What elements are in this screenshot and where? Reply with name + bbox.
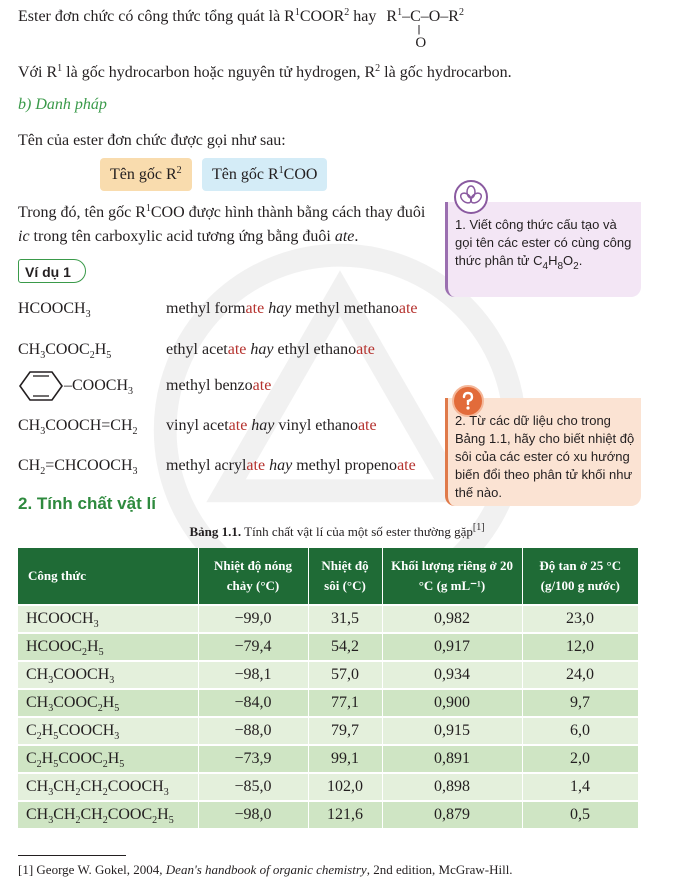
benzene-ring-icon — [18, 370, 64, 402]
example-name: methyl acrylate hay methyl propenoate — [166, 457, 416, 474]
table-header-row — [18, 548, 638, 605]
boiling-point-cell: 54,2 — [308, 633, 382, 661]
boiling-point-cell: 99,1 — [308, 745, 382, 773]
footnote-divider — [18, 855, 126, 856]
solubility-cell: 0,5 — [522, 801, 638, 828]
formula-cell: $HCOOCH_3$ — [18, 605, 198, 633]
melting-point-cell: −88,0 — [198, 717, 308, 745]
example-formula: $-COOCH_3$ — [64, 377, 134, 397]
solubility-cell: 1,4 — [522, 773, 638, 801]
question-flower-icon — [454, 180, 488, 214]
solubility-cell: 12,0 — [522, 633, 638, 661]
boiling-point-cell: 79,7 — [308, 717, 382, 745]
solubility-cell: 6,0 — [522, 717, 638, 745]
density-cell: 0,900 — [382, 689, 522, 717]
column-header: Công thức — [18, 548, 198, 605]
boiling-point-cell: 57,0 — [308, 661, 382, 689]
naming-rule-text: Tên của ester đơn chức được gọi như sau: — [18, 132, 286, 149]
subsection-heading: b) Danh pháp — [18, 96, 107, 113]
column-header: Độ tan ở 25 °C (g/100 g nước) — [522, 548, 638, 605]
example-name: ethyl acetate hay ethyl ethanoate — [166, 341, 375, 358]
column-header: Nhiệt độ nóng chảy (°C) — [198, 548, 308, 605]
example-name: vinyl acetate hay vinyl ethanoate — [166, 417, 377, 434]
formula-cell: $C_2H_5COOC_2H_5$ — [18, 745, 198, 773]
melting-point-cell: −79,4 — [198, 633, 308, 661]
melting-point-cell: −99,0 — [198, 605, 308, 633]
table-row — [18, 689, 638, 717]
example-name: methyl formate hay methyl methanoate — [166, 300, 418, 317]
table-row — [18, 773, 638, 801]
density-cell: 0,915 — [382, 717, 522, 745]
solubility-cell: 9,7 — [522, 689, 638, 717]
boiling-point-cell: 102,0 — [308, 773, 382, 801]
boiling-point-cell: 31,5 — [308, 605, 382, 633]
name-box-r1coo: Tên gốc $R^1COO$ — [202, 158, 327, 191]
naming-explanation: Trong đó, tên gốc $R^1COO$ được hình thành bằng cách thay đuôi ic trong tên carboxylic acid tương ứng bằng đuôi ate. — [18, 203, 426, 245]
flower-icon — [456, 182, 486, 212]
density-cell: 0,891 — [382, 745, 522, 773]
table-row — [18, 717, 638, 745]
melting-point-cell: −85,0 — [198, 773, 308, 801]
formula-cell: $CH_3CH_2CH_2COOC_2H_5$ — [18, 801, 198, 828]
table-row — [18, 633, 638, 661]
formula-cell: $CH_3CH_2CH_2COOCH_3$ — [18, 773, 198, 801]
ester-structural-formula: $R^1-C-O-R^2$ || O — [386, 7, 464, 51]
boiling-point-cell: 121,6 — [308, 801, 382, 828]
density-cell: 0,898 — [382, 773, 522, 801]
melting-point-cell: −98,0 — [198, 801, 308, 828]
table-row — [18, 605, 638, 633]
melting-point-cell: −73,9 — [198, 745, 308, 773]
formula-cell: $HCOOC_2H_5$ — [18, 633, 198, 661]
table-row — [18, 745, 638, 773]
solubility-cell: 24,0 — [522, 661, 638, 689]
table-row — [18, 801, 638, 828]
footnote: [1] George W. Gokel, 2004, Dean's handbook of organic chemistry, 2nd edition, McGraw-Hill. — [18, 862, 513, 877]
melting-point-cell: −98,1 — [198, 661, 308, 689]
name-box-r2: Tên gốc $R^2$ — [100, 158, 192, 191]
formula-cell: $C_2H_5COOCH_3$ — [18, 717, 198, 745]
melting-point-cell: −84,0 — [198, 689, 308, 717]
formula-cell: $CH_3COOC_2H_5$ — [18, 689, 198, 717]
column-header: Khối lượng riêng ở 20 °C (g mL⁻¹) — [382, 548, 522, 605]
definition-text: Với $R^1$ là gốc hydrocarbon hoặc nguyên tử hydrogen, $R^2$ là gốc hydrocarbon. — [18, 63, 512, 81]
table-caption: Bảng 1.1. Tính chất vật lí của một số ester thường gặp[1] — [189, 522, 485, 539]
density-cell: 0,917 — [382, 633, 522, 661]
general-formula-line: Ester đơn chức có công thức tổng quát là $R^1COOR^2$ hay $R^1-C-O-R^2$ || O — [18, 7, 464, 51]
question-2-text: 2. Từ các dữ liệu cho trong Bảng 1.1, hãy cho biết nhiệt độ sôi của các ester có xu hướng biến đổi theo phân tử khối như thế nào. — [455, 413, 635, 500]
example-formula: $CH_3COOC_2H_5$ — [18, 341, 112, 361]
example-name: methyl benzoate — [166, 377, 272, 394]
solubility-cell: 2,0 — [522, 745, 638, 773]
density-cell: 0,934 — [382, 661, 522, 689]
density-cell: 0,982 — [382, 605, 522, 633]
table-row — [18, 661, 638, 689]
ester-properties-table — [18, 548, 639, 828]
example-formula: $HCOOCH_3$ — [18, 300, 91, 320]
example-label: Ví dụ 1 — [18, 259, 86, 283]
example-formula: $CH_2=CHCOOCH_3$ — [18, 457, 138, 477]
question-1-formula: $C_4H_8O_2$. — [533, 253, 583, 272]
question-icon — [454, 387, 482, 415]
boiling-point-cell: 77,1 — [308, 689, 382, 717]
solubility-cell: 23,0 — [522, 605, 638, 633]
section-heading: 2. Tính chất vật lí — [18, 494, 156, 513]
example-formula: $CH_3COOCH=CH_2$ — [18, 417, 138, 437]
density-cell: 0,879 — [382, 801, 522, 828]
question-1-text: 1. Viết công thức cấu tạo và gọi tên các ester có cùng công thức phân tử $C_4H_8O_2$. — [455, 217, 632, 272]
column-header: Nhiệt độ sôi (°C) — [308, 548, 382, 605]
formula-cell: $CH_3COOCH_3$ — [18, 661, 198, 689]
